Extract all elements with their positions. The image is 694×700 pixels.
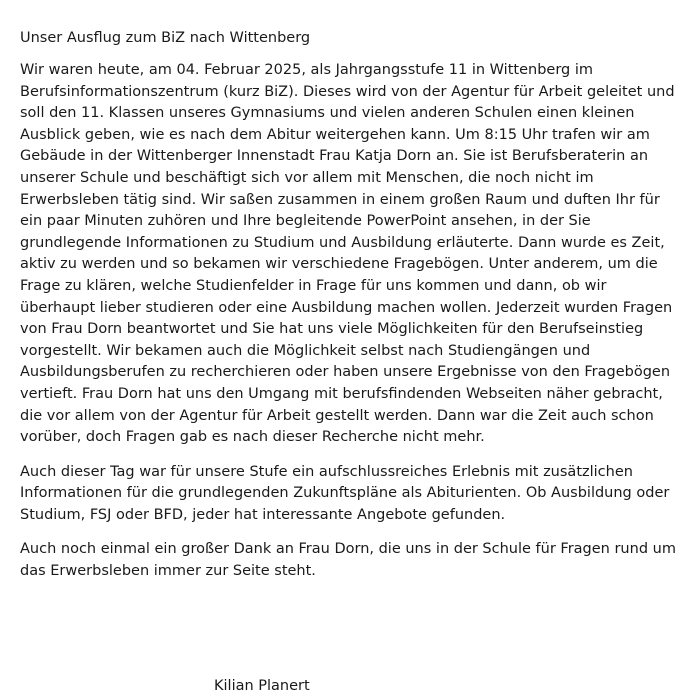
document-body	[20, 28, 680, 596]
paragraph-conclusion: Auch dieser Tag war für unsere Stufe ein aufschlussreiches Erlebnis mit zusätzlichen Informationen für die grundlegenden Zukunftspläne als Abiturienten. Ob Ausbildung oder Studium, FSJ oder BFD, jeder hat interessante Angebote gefunden.	[20, 463, 670, 523]
paragraph-thanks: Auch noch einmal ein großer Dank an Frau Dorn, die uns in der Schule für Fragen rund um das Erwerbsleben immer zur Seite steht.	[20, 541, 676, 580]
author-signature: Kilian Planert	[214, 678, 310, 694]
document-title: Unser Ausflug zum BiZ nach Wittenberg	[20, 30, 311, 46]
paragraph-report: Wir waren heute, am 04. Februar 2025, als Jahrgangsstufe 11 in Wittenberg im Berufsinformationszentrum (kurz BiZ). Dieses wird von der Agentur für Arbeit geleitet und soll den 11. Klassen unseres Gymnasiums und vielen anderen Schulen einen kleinen Ausblick geben, wie es nach dem Abitur weitergehen kann. Um 8:15 Uhr trafen wir am Gebäude in der Wittenberger Innenstadt Frau Katja Dorn an. Sie ist Berufsberaterin an unserer Schule und beschäftigt sich vor allem mit Menschen, die noch nicht im Erwerbsleben tätig sind. Wir saßen zusammen in einem großen Raum und duften Ihr für ein paar Minuten zuhören und Ihre begleitende PowerPoint ansehen, in der Sie grundlegende Informationen zu Studium und Ausbildung erläuterte. Dann wurde es Zeit, aktiv zu werden und so bekamen wir verschiedene Fragebögen. Unter anderem, um die Frage zu klären, welche Studienfelder in Frage für uns kommen und dann, ob wir überhaupt lieber studieren oder eine Ausbildung machen wollen. Jederzeit wurden Fragen von Frau Dorn beantwortet und Sie hat uns viele Möglichkeiten für den Berufseinstieg vorgestellt. Wir bekamen auch die Möglichkeit selbst nach Studiengängen und Ausbildungsberufen zu recherchieren oder haben unsere Ergebnisse von den Fragebögen vertieft. Frau Dorn hat uns den Umgang mit berufsfindenden Webseiten näher gebracht, die vor allem von der Agentur für Arbeit gestellt werden. Dann war die Zeit auch schon vorüber, doch Fragen gab es nach dieser Recherche nicht mehr.	[20, 62, 675, 446]
